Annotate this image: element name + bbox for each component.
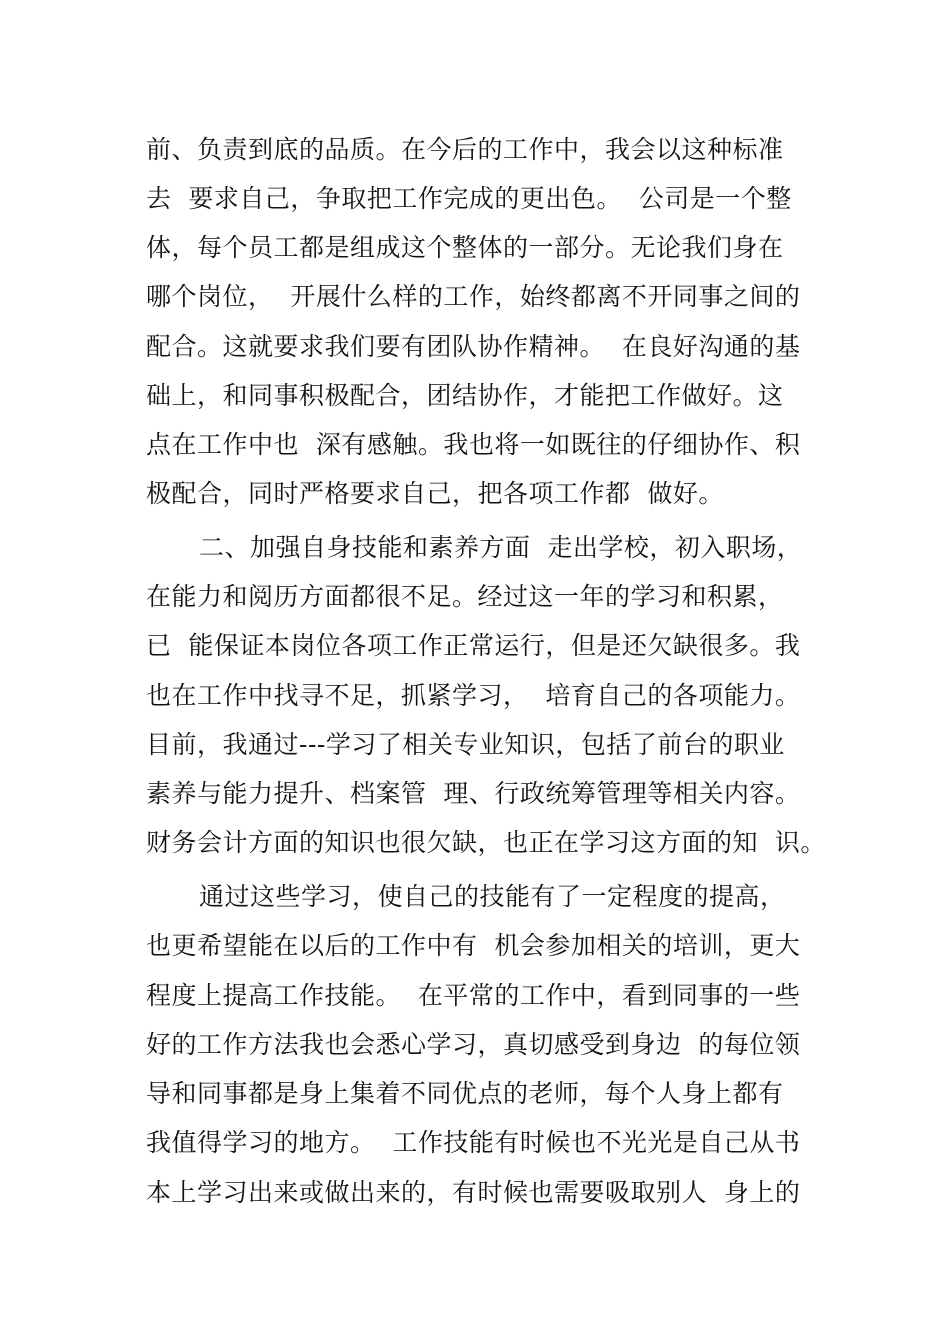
text-line: 已 能保证本岗位各项工作正常运行，但是还欠缺很多。我 (146, 631, 801, 660)
text-line: 也更希望能在以后的工作中有 机会参加相关的培训，更大 (146, 931, 801, 960)
paragraph-first-line: 通过这些学习，使自己的技能有了一定程度的提高， (199, 882, 786, 911)
text-line: 好的工作方法我也会悉心学习，真切感受到身边 的每位领 (146, 1030, 801, 1059)
text-line: 也在工作中找寻不足，抓紧学习， 培育自己的各项能力。 (146, 681, 801, 710)
text-line: 财务会计方面的知识也很欠缺，也正在学习这方面的知 识。 (146, 828, 826, 857)
text-line: 导和同事都是身上集着不同优点的老师，每个人身上都有 (146, 1079, 784, 1108)
text-line: 程度上提高工作技能。 在平常的工作中，看到同事的一些 (146, 981, 801, 1010)
text-line: 去 要求自己，争取把工作完成的更出色。 公司是一个整 (146, 184, 792, 213)
text-line: 体，每个员工都是组成这个整体的一部分。无论我们身在 (146, 233, 784, 262)
text-line: 哪个岗位， 开展什么样的工作，始终都离不开同事之间的 (146, 282, 801, 311)
text-line: 目前，我通过---学习了相关专业知识，包括了前台的职业 (146, 730, 785, 759)
text-line: 我值得学习的地方。 工作技能有时候也不光光是自己从书 (146, 1128, 801, 1157)
section-heading-line: 二、加强自身技能和素养方面 走出学校，初入职场， (199, 533, 803, 562)
text-line: 础上，和同事积极配合，团结协作，才能把工作做好。这 (146, 381, 784, 410)
text-line: 配合。这就要求我们要有团队协作精神。 在良好沟通的基 (146, 332, 801, 361)
text-line: 前、负责到底的品质。在今后的工作中，我会以这种标准 (146, 135, 784, 164)
text-line: 在能力和阅历方面都很不足。经过这一年的学习和积累， (146, 582, 784, 611)
text-line: 素养与能力提升、档案管 理、行政统筹管理等相关内容。 (146, 779, 801, 808)
text-line: 本上学习出来或做出来的，有时候也需要吸取别人 身上的 (146, 1178, 801, 1207)
text-line: 点在工作中也 深有感触。我也将一如既往的仔细协作、积 (146, 430, 801, 459)
text-line: 极配合，同时严格要求自己，把各项工作都 做好。 (146, 479, 724, 508)
